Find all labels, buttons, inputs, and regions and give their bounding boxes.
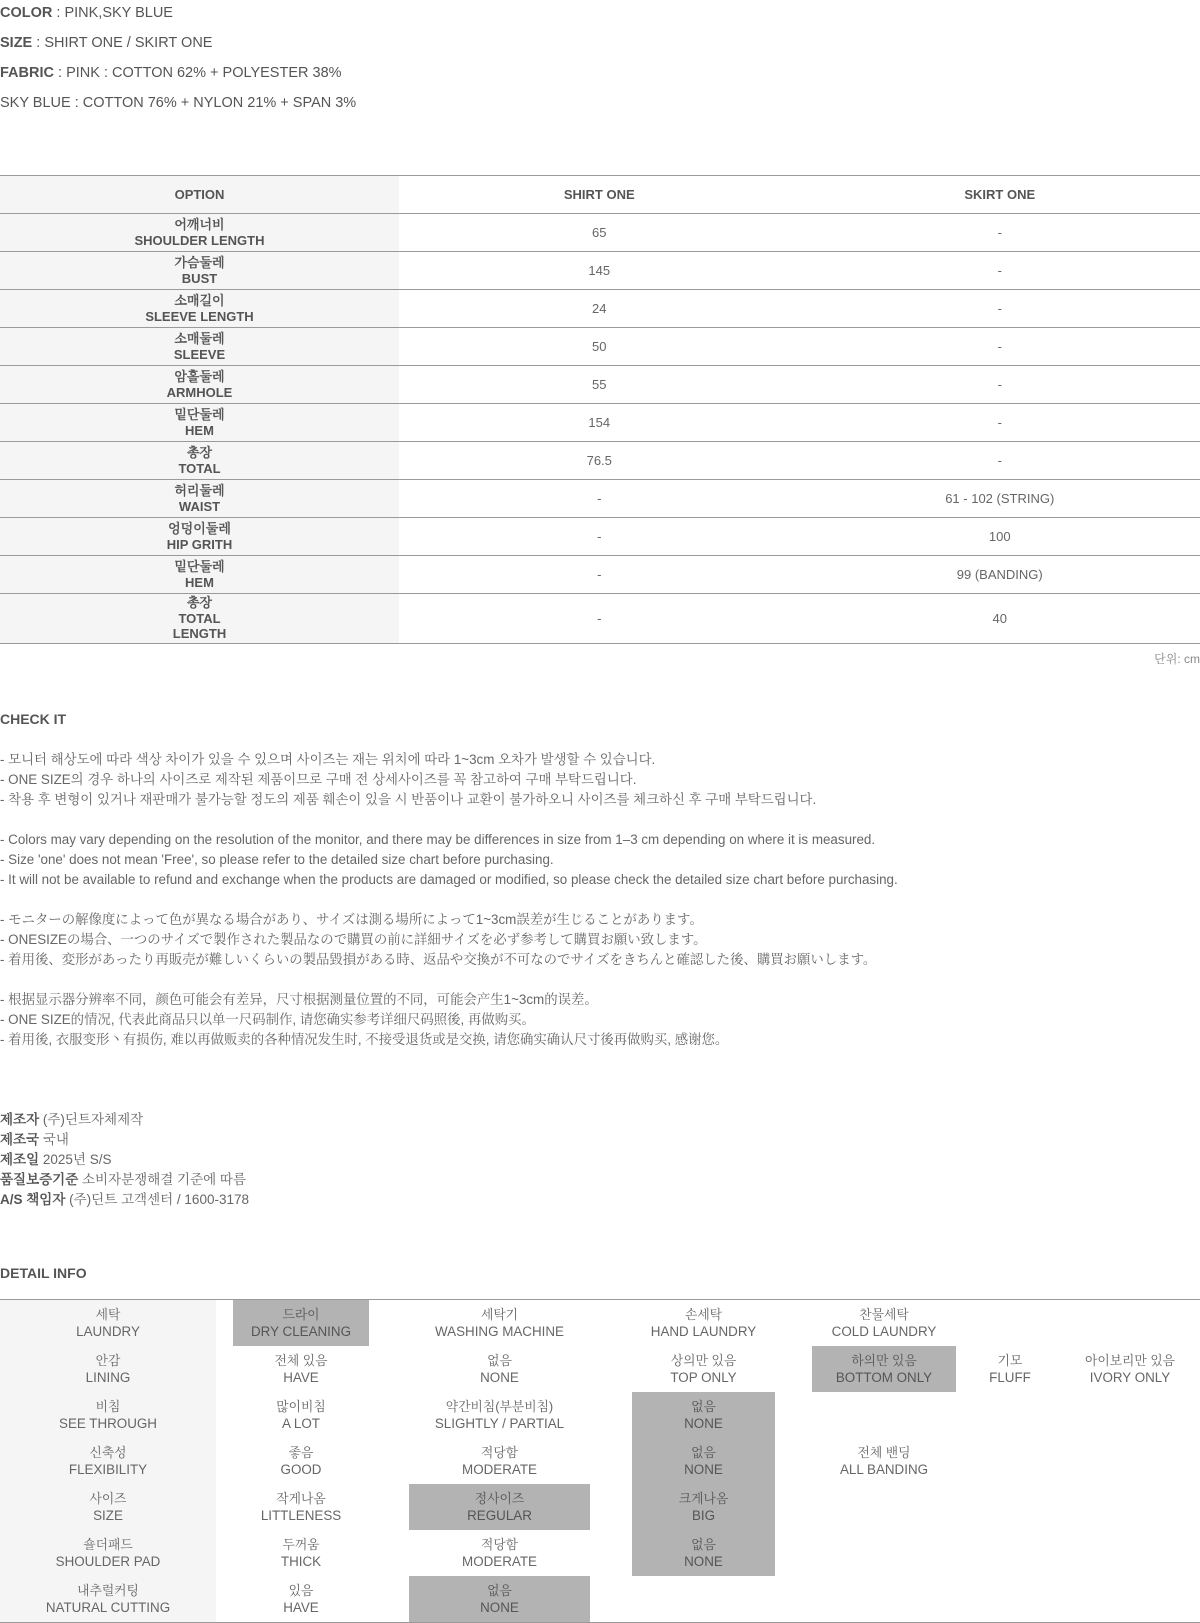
option-ko: 두꺼움 <box>282 1536 320 1552</box>
detail-label-en: LAUNDRY <box>76 1324 140 1339</box>
option-label <box>0 366 399 404</box>
maker-label: 제조국 <box>0 1132 40 1147</box>
option-label-ko: 총장 <box>186 595 213 611</box>
option-ko: 크게나옴 <box>678 1490 729 1506</box>
option-ko: 세탁기 <box>480 1306 519 1322</box>
option-label-en: TOTAL <box>178 460 221 476</box>
check-japanese <box>0 910 876 970</box>
option-label-ko: 소매길이 <box>174 293 225 308</box>
option-en: SLIGHTLY / PARTIAL <box>434 1416 565 1431</box>
fabric-info-2: SKY BLUE : COTTON 76% + NYLON 21% + SPAN 3% <box>0 95 357 111</box>
maker-line <box>0 1130 249 1150</box>
check-line: - 모니터 해상도에 따라 색상 차이가 있을 수 있으며 사이즈는 재는 위치에 따라 1~3cm 오차가 발생할 수 있습니다. <box>0 752 656 767</box>
detail-option <box>632 1346 775 1392</box>
option-label-ko: 소매둘레 <box>174 331 225 346</box>
option-label-en: TOTAL <box>178 610 221 626</box>
skirt-value: 99 (BANDING) <box>800 556 1200 594</box>
option-label-en: SLEEVE <box>173 346 226 362</box>
shirt-value: - <box>399 594 800 644</box>
unit-note: 단위: cm <box>1154 652 1200 666</box>
option-en: ALL BANDING <box>839 1462 929 1477</box>
detail-info-title: DETAIL INFO <box>0 1265 87 1281</box>
detail-option <box>233 1438 369 1484</box>
option-ko: 많이비침 <box>276 1398 326 1414</box>
option-label <box>0 556 399 594</box>
option-label-en-2: LENGTH <box>172 626 227 642</box>
check-line: - 착용 후 변형이 있거나 재판매가 불가능할 정도의 제품 훼손이 있을 시 반품이나 교환이 불가하오니 사이즈를 체크하신 후 구매 부탁드립니다. <box>0 792 817 807</box>
detail-option <box>812 1300 956 1346</box>
detail-row-label <box>0 1484 216 1530</box>
shirt-value: - <box>399 556 800 594</box>
option-label-ko: 허리둘레 <box>174 483 225 498</box>
option-label-ko: 암홀둘레 <box>174 369 225 384</box>
shirt-value: 76.5 <box>399 442 800 480</box>
check-korean <box>0 750 816 810</box>
size-row <box>0 404 1200 442</box>
skirt-value: - <box>800 214 1200 252</box>
option-ko: 없음 <box>487 1582 512 1598</box>
option-en: FLUFF <box>989 1370 1031 1385</box>
option-ko: 아이보리만 있음 <box>1084 1352 1176 1368</box>
option-label <box>0 594 399 644</box>
option-ko: 약간비침(부분비침) <box>445 1398 554 1414</box>
option-en: MODERATE <box>462 1462 537 1477</box>
header-option: OPTION <box>0 176 399 214</box>
option-ko: 없음 <box>487 1352 512 1368</box>
maker-info <box>0 1110 249 1210</box>
option-ko: 상의만 있음 <box>670 1352 737 1368</box>
detail-label-ko: 세탁 <box>95 1306 121 1322</box>
option-label <box>0 252 399 290</box>
detail-option <box>409 1346 590 1392</box>
check-line: - モニターの解像度によって色が異なる場合があり、サイズは測る場所によって1~3cm誤差が生じることがあります。 <box>0 912 703 927</box>
detail-option <box>409 1438 590 1484</box>
detail-option-selected <box>812 1346 956 1392</box>
size-row <box>0 442 1200 480</box>
option-en: MODERATE <box>462 1554 537 1569</box>
detail-label-en: FLEXIBILITY <box>68 1462 148 1477</box>
detail-label-ko: 내추럴커팅 <box>77 1582 139 1598</box>
detail-option <box>1060 1346 1200 1392</box>
check-line: - ONE SIZE的情况, 代表此商品只以单一尺码制作, 请您确实参考详细尺码照後, 再做购买。 <box>0 1012 535 1027</box>
maker-line <box>0 1170 249 1190</box>
option-ko: 없음 <box>691 1398 716 1414</box>
fabric-info: FABRIC : PINK : COTTON 62% + POLYESTER 38% <box>0 65 342 81</box>
detail-option-selected <box>632 1438 775 1484</box>
option-label-ko: 총장 <box>186 445 213 460</box>
option-en: A LOT <box>282 1416 320 1431</box>
option-en: COLD LAUNDRY <box>831 1324 937 1339</box>
option-label-ko: 가슴둘레 <box>174 255 225 270</box>
maker-label: 제조일 <box>0 1152 40 1167</box>
option-en: WASHING MACHINE <box>435 1324 564 1339</box>
option-en: NONE <box>480 1370 519 1385</box>
option-ko: 드라이 <box>282 1306 320 1322</box>
option-ko: 전체 밴딩 <box>857 1444 911 1460</box>
check-line: - 着用後、変形があったり再販売が難しいくらいの製品毀損がある時、返品や交換が不可なのでサイズをきちんと確認した後、購買お願いします。 <box>0 952 877 967</box>
shirt-value: 55 <box>399 366 800 404</box>
detail-option <box>233 1530 369 1576</box>
detail-option <box>409 1300 590 1346</box>
option-ko: 하의만 있음 <box>851 1352 917 1368</box>
option-en: REGULAR <box>467 1508 532 1523</box>
option-en: THICK <box>280 1554 322 1569</box>
option-en: LITTLENESS <box>260 1508 342 1523</box>
detail-row-label <box>0 1576 216 1622</box>
detail-option-selected <box>409 1484 590 1530</box>
detail-option <box>409 1392 590 1438</box>
skirt-value: - <box>800 290 1200 328</box>
maker-value: (주)딘트 고객센터 / 1600-3178 <box>65 1192 249 1207</box>
maker-value: (주)딘트자체제작 <box>39 1112 144 1127</box>
detail-option-selected <box>233 1300 369 1346</box>
option-ko: 기모 <box>997 1352 1023 1368</box>
detail-option <box>956 1346 1064 1392</box>
size-row <box>0 214 1200 252</box>
option-ko: 작게나옴 <box>276 1490 326 1506</box>
maker-value: 소비자분쟁해결 기준에 따름 <box>78 1172 246 1187</box>
detail-label-en: LINING <box>85 1370 131 1385</box>
check-it-title: CHECK IT <box>0 711 67 727</box>
option-ko: 전체 있음 <box>274 1352 328 1368</box>
detail-label-en: SEE THROUGH <box>59 1416 157 1431</box>
detail-label-ko: 신축성 <box>89 1444 127 1460</box>
detail-option-selected <box>409 1576 590 1622</box>
option-ko: 적당함 <box>480 1536 519 1552</box>
option-ko: 정사이즈 <box>474 1490 525 1506</box>
skirt-value: 61 - 102 (STRING) <box>800 480 1200 518</box>
maker-line <box>0 1150 249 1170</box>
option-ko: 적당함 <box>480 1444 519 1460</box>
option-en: HAVE <box>283 1370 319 1385</box>
detail-option-selected <box>632 1392 775 1438</box>
skirt-value: - <box>800 328 1200 366</box>
check-line: - 根据显示器分辨率不同，颜色可能会有差异，尺寸根据测量位置的不同，可能会产生1~3cm的误差。 <box>0 992 598 1007</box>
option-label <box>0 480 399 518</box>
option-label-en: HEM <box>185 422 214 438</box>
option-label-ko: 어깨너비 <box>174 217 225 232</box>
check-line: - ONE SIZE의 경우 하나의 사이즈로 제작된 제품이므로 구매 전 상세사이즈를 꼭 참고하여 구매 부탁드립니다. <box>0 772 637 787</box>
check-line: - It will not be available to refund and exchange when the products are damaged or modified, so please check the detailed size chart before purchasing. <box>0 872 898 887</box>
option-label-en: SLEEVE LENGTH <box>145 308 254 324</box>
option-en: IVORY ONLY <box>1089 1370 1171 1385</box>
detail-label-en: NATURAL CUTTING <box>45 1600 171 1615</box>
maker-label: A/S 책임자 <box>0 1192 66 1207</box>
option-label <box>0 328 399 366</box>
check-english <box>0 830 898 890</box>
detail-label-ko: 비침 <box>95 1398 121 1414</box>
option-label-en: ARMHOLE <box>166 384 233 400</box>
option-ko: 없음 <box>691 1536 716 1552</box>
option-label <box>0 404 399 442</box>
maker-value: 국내 <box>39 1132 69 1147</box>
size-row <box>0 366 1200 404</box>
check-chinese <box>0 990 728 1050</box>
option-label-en: BUST <box>181 270 218 286</box>
skirt-value: 100 <box>800 518 1200 556</box>
option-ko: 손세탁 <box>684 1306 723 1322</box>
detail-option <box>632 1300 775 1346</box>
detail-option <box>233 1346 369 1392</box>
check-line: - ONESIZEの場合、一つのサイズで製作された製品なので購買の前に詳細サイズを必ず参考して購買お願い致します。 <box>0 932 707 947</box>
option-ko: 좋음 <box>288 1444 314 1460</box>
option-label-en: HEM <box>185 574 214 590</box>
detail-option <box>233 1484 369 1530</box>
detail-option-selected <box>632 1484 775 1530</box>
shirt-value: 145 <box>399 252 800 290</box>
color-info: COLOR : PINK,SKY BLUE <box>0 5 173 21</box>
size-row <box>0 480 1200 518</box>
option-en: BOTTOM ONLY <box>835 1370 933 1385</box>
detail-label-ko: 숄더패드 <box>83 1536 133 1552</box>
size-row <box>0 594 1200 644</box>
option-label <box>0 442 399 480</box>
size-row <box>0 518 1200 556</box>
detail-row-label <box>0 1300 216 1346</box>
detail-option <box>233 1576 369 1622</box>
option-en: NONE <box>684 1416 723 1431</box>
option-en: NONE <box>684 1462 723 1477</box>
detail-row-label <box>0 1530 216 1576</box>
detail-option <box>812 1438 956 1484</box>
skirt-value: 40 <box>800 594 1200 644</box>
shirt-value: - <box>399 480 800 518</box>
detail-label-ko: 사이즈 <box>89 1490 127 1506</box>
detail-label-en: SIZE <box>93 1508 123 1523</box>
size-table <box>0 175 1200 644</box>
size-row <box>0 290 1200 328</box>
option-label <box>0 214 399 252</box>
shirt-value: - <box>399 518 800 556</box>
detail-label-en: SHOULDER PAD <box>55 1554 161 1569</box>
size-row <box>0 556 1200 594</box>
option-label-en: HIP GRITH <box>166 536 233 552</box>
detail-option <box>233 1392 369 1438</box>
header-shirt: SHIRT ONE <box>399 176 800 214</box>
option-label-en: SHOULDER LENGTH <box>134 232 265 248</box>
shirt-value: 24 <box>399 290 800 328</box>
detail-row-label <box>0 1438 216 1484</box>
check-line: - 着用後, 衣服变形丶有损伤, 难以再做贩卖的各种情况发生时, 不接受退货或是交换, 请您确实确认尺寸後再做购买, 感谢您。 <box>0 1032 729 1047</box>
maker-value: 2025년 S/S <box>39 1152 112 1167</box>
skirt-value: - <box>800 442 1200 480</box>
option-en: HAND LAUNDRY <box>650 1324 757 1339</box>
option-ko: 찬물세탁 <box>859 1306 909 1322</box>
option-label <box>0 290 399 328</box>
option-en: HAVE <box>283 1600 319 1615</box>
maker-label: 품질보증기준 <box>0 1172 79 1187</box>
option-en: NONE <box>684 1554 723 1569</box>
skirt-value: - <box>800 404 1200 442</box>
size-row <box>0 252 1200 290</box>
shirt-value: 50 <box>399 328 800 366</box>
option-ko: 없음 <box>691 1444 716 1460</box>
option-en: GOOD <box>280 1462 322 1477</box>
maker-label: 제조자 <box>0 1112 40 1127</box>
skirt-value: - <box>800 252 1200 290</box>
header-skirt: SKIRT ONE <box>800 176 1200 214</box>
detail-row-label <box>0 1392 216 1438</box>
option-label-ko: 밑단둘레 <box>174 407 225 422</box>
option-en: BIG <box>691 1508 716 1523</box>
option-label-ko: 엉덩이둘레 <box>168 521 231 536</box>
option-en: DRY CLEANING <box>251 1324 351 1339</box>
option-en: NONE <box>480 1600 519 1615</box>
skirt-value: - <box>800 366 1200 404</box>
shirt-value: 65 <box>399 214 800 252</box>
size-row <box>0 328 1200 366</box>
detail-option-selected <box>632 1530 775 1576</box>
option-label <box>0 518 399 556</box>
option-label-ko: 밑단둘레 <box>174 559 225 574</box>
check-line: - Size 'one' does not mean 'Free', so please refer to the detailed size chart before purchasing. <box>0 852 554 867</box>
shirt-value: 154 <box>399 404 800 442</box>
maker-line <box>0 1110 249 1130</box>
option-ko: 있음 <box>288 1582 314 1598</box>
detail-option <box>409 1530 590 1576</box>
size-info: SIZE : SHIRT ONE / SKIRT ONE <box>0 35 213 51</box>
check-line: - Colors may vary depending on the resolution of the monitor, and there may be differences in size from 1–3 cm depending on where it is measured. <box>0 832 876 847</box>
detail-label-ko: 안감 <box>95 1352 121 1368</box>
option-label-en: WAIST <box>178 498 221 514</box>
detail-row-label <box>0 1346 216 1392</box>
maker-line <box>0 1190 249 1210</box>
option-en: TOP ONLY <box>670 1370 737 1385</box>
